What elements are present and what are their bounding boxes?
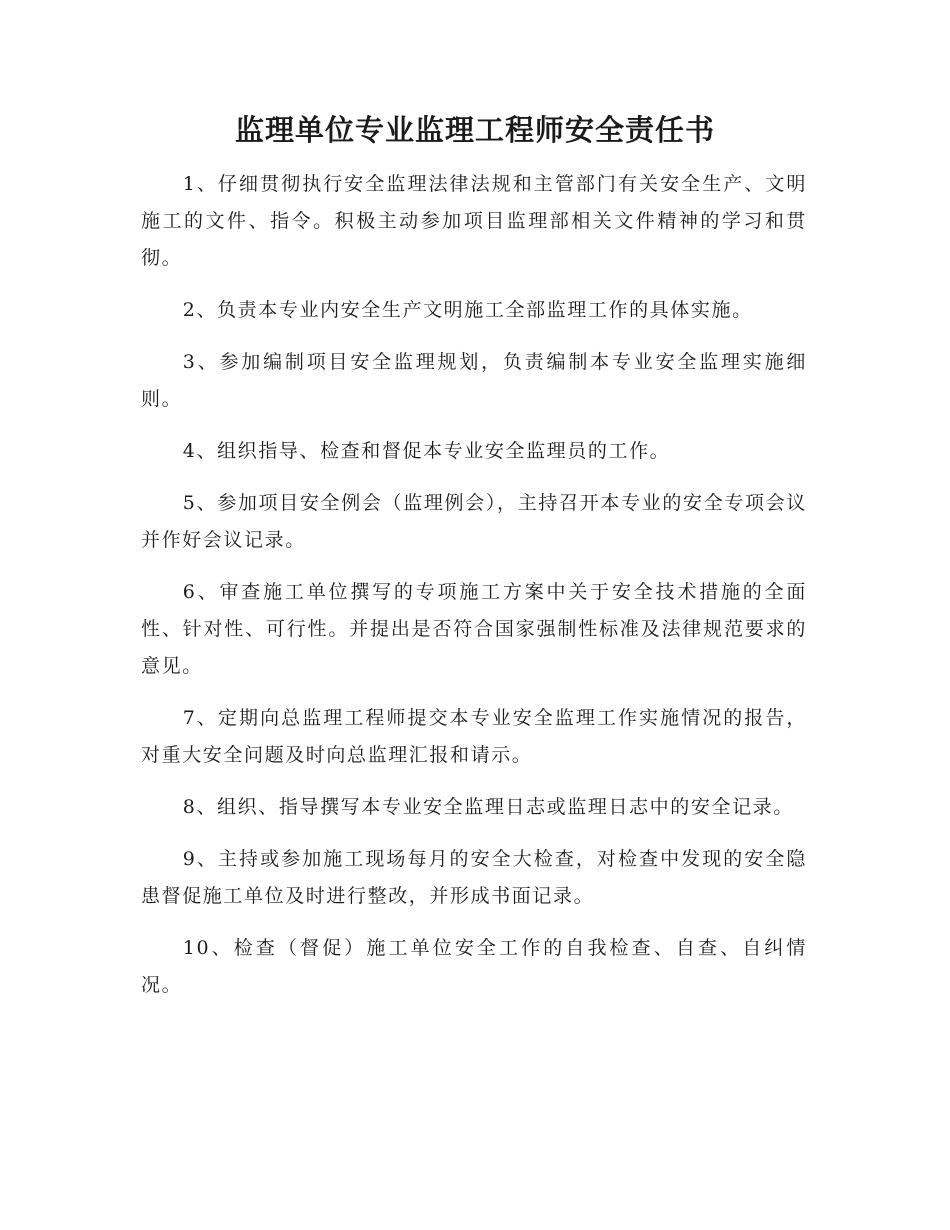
document-body xyxy=(141,166,807,1019)
document-title: 监理单位专业监理工程师安全责任书 xyxy=(234,113,715,147)
clause-8: 8、组织、指导撰写本专业安全监理日志或监理日志中的安全记录。 xyxy=(182,796,794,818)
clause-9: 9、主持或参加施工现场每月的安全大检查，对检查中发现的安全隐患督促施工单位及时进行整改，并形成书面记录。 xyxy=(141,848,807,907)
clause-6: 6、审查施工单位撰写的专项施工方案中关于安全技术措施的全面性、针对性、可行性。并提出是否符合国家强制性标准及法律规范要求的意见。 xyxy=(141,581,807,677)
clause-2: 2、负责本专业内安全生产文明施工全部监理工作的具体实施。 xyxy=(182,299,753,321)
clause-3: 3、参加编制项目安全监理规划，负责编制本专业安全监理实施细则。 xyxy=(141,351,807,410)
clause-1: 1、仔细贯彻执行安全监理法律法规和主管部门有关安全生产、文明施工的文件、指令。积极主动参加项目监理部相关文件精神的学习和贯彻。 xyxy=(141,173,807,269)
clause-5: 5、参加项目安全例会（监理例会），主持召开本专业的安全专项会议并作好会议记录。 xyxy=(141,492,807,551)
clause-7: 7、定期向总监理工程师提交本专业安全监理工作实施情况的报告，对重大安全问题及时向总监理汇报和请示。 xyxy=(141,707,807,766)
clause-10: 10、检查（督促）施工单位安全工作的自我检查、自查、自纠情况。 xyxy=(141,937,807,996)
clause-4: 4、组织指导、检查和督促本专业安全监理员的工作。 xyxy=(182,440,671,462)
